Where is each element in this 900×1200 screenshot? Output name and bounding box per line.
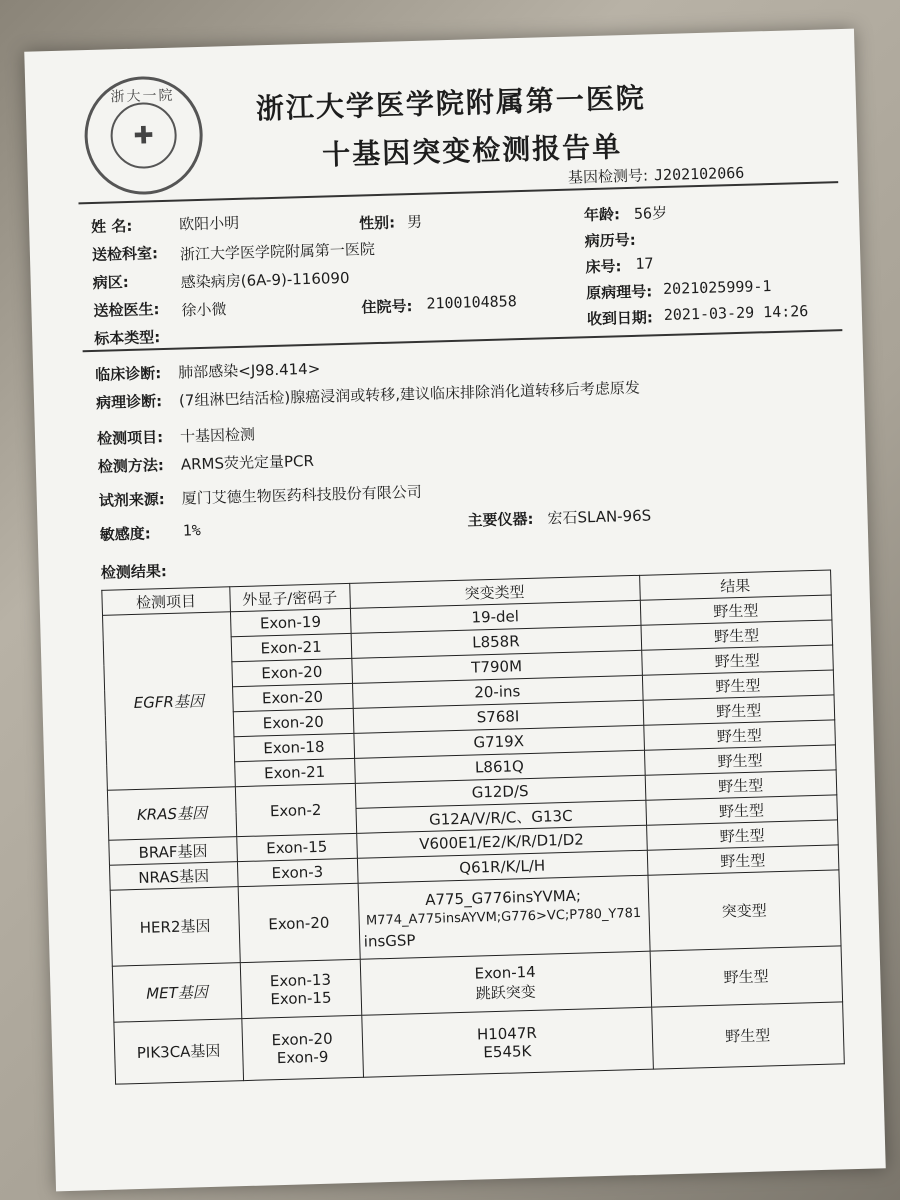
bed-label: 床号: [585,257,622,277]
sensitivity-label: 敏感度: [99,524,151,544]
met-exon-1: Exon-13 [269,970,332,990]
name-label: 姓 名: [90,216,133,237]
record-label: 病历号: [584,230,636,251]
mutation-cell: G12A/V/R/C、G13C [356,800,647,833]
seal-inner [110,102,178,170]
ward-label: 病区: [92,272,129,292]
clinical-diagnosis: 肺部感染<J98.414> [178,359,321,382]
inpatient-label: 住院号: [361,297,413,317]
result-cell: 野生型 [651,1002,844,1069]
report-paper [24,29,886,1192]
met-mutation-1: Exon-14 [474,962,536,983]
result-cell: 野生型 [641,620,833,650]
hospital-seal-logo [83,75,204,196]
her2-mutation-line3: insGSP [363,930,416,951]
her2-mutation-line2: M774_A775insAYVM;G776>VC;P780_Y781 [365,905,642,929]
dept-label: 送检科室: [91,244,159,264]
received-label: 收到日期: [586,308,654,329]
gene-pik3ca: PIK3CA基因 [114,1019,243,1085]
sensitivity-value: 1% [182,521,201,540]
mutation-cell-pik3ca [361,1007,653,1077]
gene-braf: BRAF基因 [109,837,237,866]
results-table [101,569,845,1084]
met-exon-2: Exon-15 [270,988,332,1008]
mutation-cell: 19-del [350,600,641,633]
result-cell: 野生型 [650,946,843,1007]
test-item: 十基因检测 [179,425,256,446]
orig-path-number: 2021025999-1 [662,277,772,299]
mutation-cell: G719X [353,725,644,758]
age-label: 年龄: [583,205,621,225]
clinical-label: 临床诊断: [95,364,162,384]
result-cell: 野生型 [643,695,835,725]
exon-cell: Exon-20 [232,658,352,686]
result-cell: 野生型 [645,795,837,825]
met-mutation-2: 跳跃突变 [475,982,536,1003]
gene-nras: NRAS基因 [109,862,237,891]
result-cell: 突变型 [647,870,841,951]
mutation-cell: L858R [351,625,642,658]
medical-cross-icon: ✚ [133,121,155,150]
exon-cell: Exon-2 [235,783,356,836]
mutation-cell-met [360,951,651,1015]
doctor-label: 送检医生: [93,300,160,320]
mutation-cell-her2 [358,875,650,959]
instrument-value: 宏石SLAN-96S [547,506,652,528]
exon-cell: Exon-3 [237,858,357,886]
mutation-cell: V600E1/E2/K/R/D1/D2 [356,825,647,858]
results-label: 检测结果: [100,562,168,582]
item-label: 检测项目: [96,428,164,448]
reagent-label: 试剂来源: [98,490,166,510]
received-date: 2021-03-29 14:26 [663,302,809,325]
method-label: 检测方法: [97,456,165,476]
instrument-label: 主要仪器: [467,509,534,530]
exon-cell-met [240,959,361,1018]
patient-dept: 浙江大学医学院附属第一医院 [179,240,376,264]
exon-cell: Exon-21 [234,758,354,786]
test-method: ARMS荧光定量PCR [180,451,315,474]
result-cell: 野生型 [645,770,837,800]
exon-cell: Exon-19 [230,608,350,636]
gene-kras: KRAS基因 [107,787,236,841]
header-result: 结果 [639,570,831,600]
mutation-cell: S768I [353,700,644,733]
exon-cell: Exon-15 [237,833,357,861]
gene-her2: HER2基因 [110,887,240,967]
mutation-cell: Q61R/K/L/H [357,850,648,883]
inpatient-number: 2100104858 [426,292,517,313]
result-cell: 野生型 [647,845,839,875]
patient-sex: 男 [406,212,423,232]
header-exon: 外显子/密码子 [230,583,350,611]
pik3ca-mutation-2: E545K [483,1041,532,1061]
header-divider [78,181,838,204]
gene-test-number-value: J202102066 [653,163,745,185]
pik3ca-exon-2: Exon-9 [276,1047,329,1067]
exon-cell: Exon-20 [232,683,352,711]
patient-name: 欧阳小明 [178,213,240,234]
pik3ca-exon-1: Exon-20 [271,1029,333,1049]
result-cell: 野生型 [646,820,838,850]
result-cell: 野生型 [643,720,835,750]
mutation-cell: L861Q [354,750,645,783]
her2-mutation-line1: A775_G776insYVMA; [424,886,582,909]
hospital-title: 浙江大学医学院附属第一医院 [255,81,647,126]
patient-age: 56岁 [633,203,668,223]
pik3ca-mutation-1: H1047R [476,1023,538,1044]
pathology-label: 病理诊断: [95,392,163,412]
mutation-cell: G12D/S [355,775,646,808]
exon-cell: Exon-18 [234,733,354,761]
mutation-cell: 20-ins [352,675,643,708]
gene-met: MET基因 [112,963,241,1023]
mutation-cell: T790M [351,650,642,683]
gene-egfr: EGFR基因 [103,612,236,790]
reagent-source: 厦门艾德生物医药科技股份有限公司 [181,482,422,508]
pathology-diagnosis: (7组淋巴结活检)腺癌浸润或转移,建议临床排除消化道转移后考虑原发 [178,378,641,410]
orig-path-label: 原病理号: [585,282,653,303]
exon-cell: Exon-20 [238,883,360,962]
gene-test-number-label: 基因检测号: [567,166,649,187]
seal-text: 浙大一院 [110,87,175,106]
sample-label: 标本类型: [94,328,161,348]
result-cell: 野生型 [644,745,836,775]
result-cell: 野生型 [641,645,833,675]
report-title: 十基因突变检测报告单 [321,130,623,172]
result-cell: 野生型 [640,595,832,625]
result-cell: 野生型 [642,670,834,700]
patient-bed: 17 [635,254,654,273]
header-item: 检测项目 [102,587,230,616]
exon-cell-pik3ca [242,1015,363,1080]
info-divider [83,329,843,352]
header-mutation: 突变类型 [349,575,640,608]
exon-cell: Exon-21 [231,633,351,661]
sex-label: 性别: [358,213,396,233]
exon-cell: Exon-20 [233,708,353,736]
patient-doctor: 徐小微 [181,300,227,320]
patient-ward: 感染病房(6A-9)-116090 [180,268,350,292]
